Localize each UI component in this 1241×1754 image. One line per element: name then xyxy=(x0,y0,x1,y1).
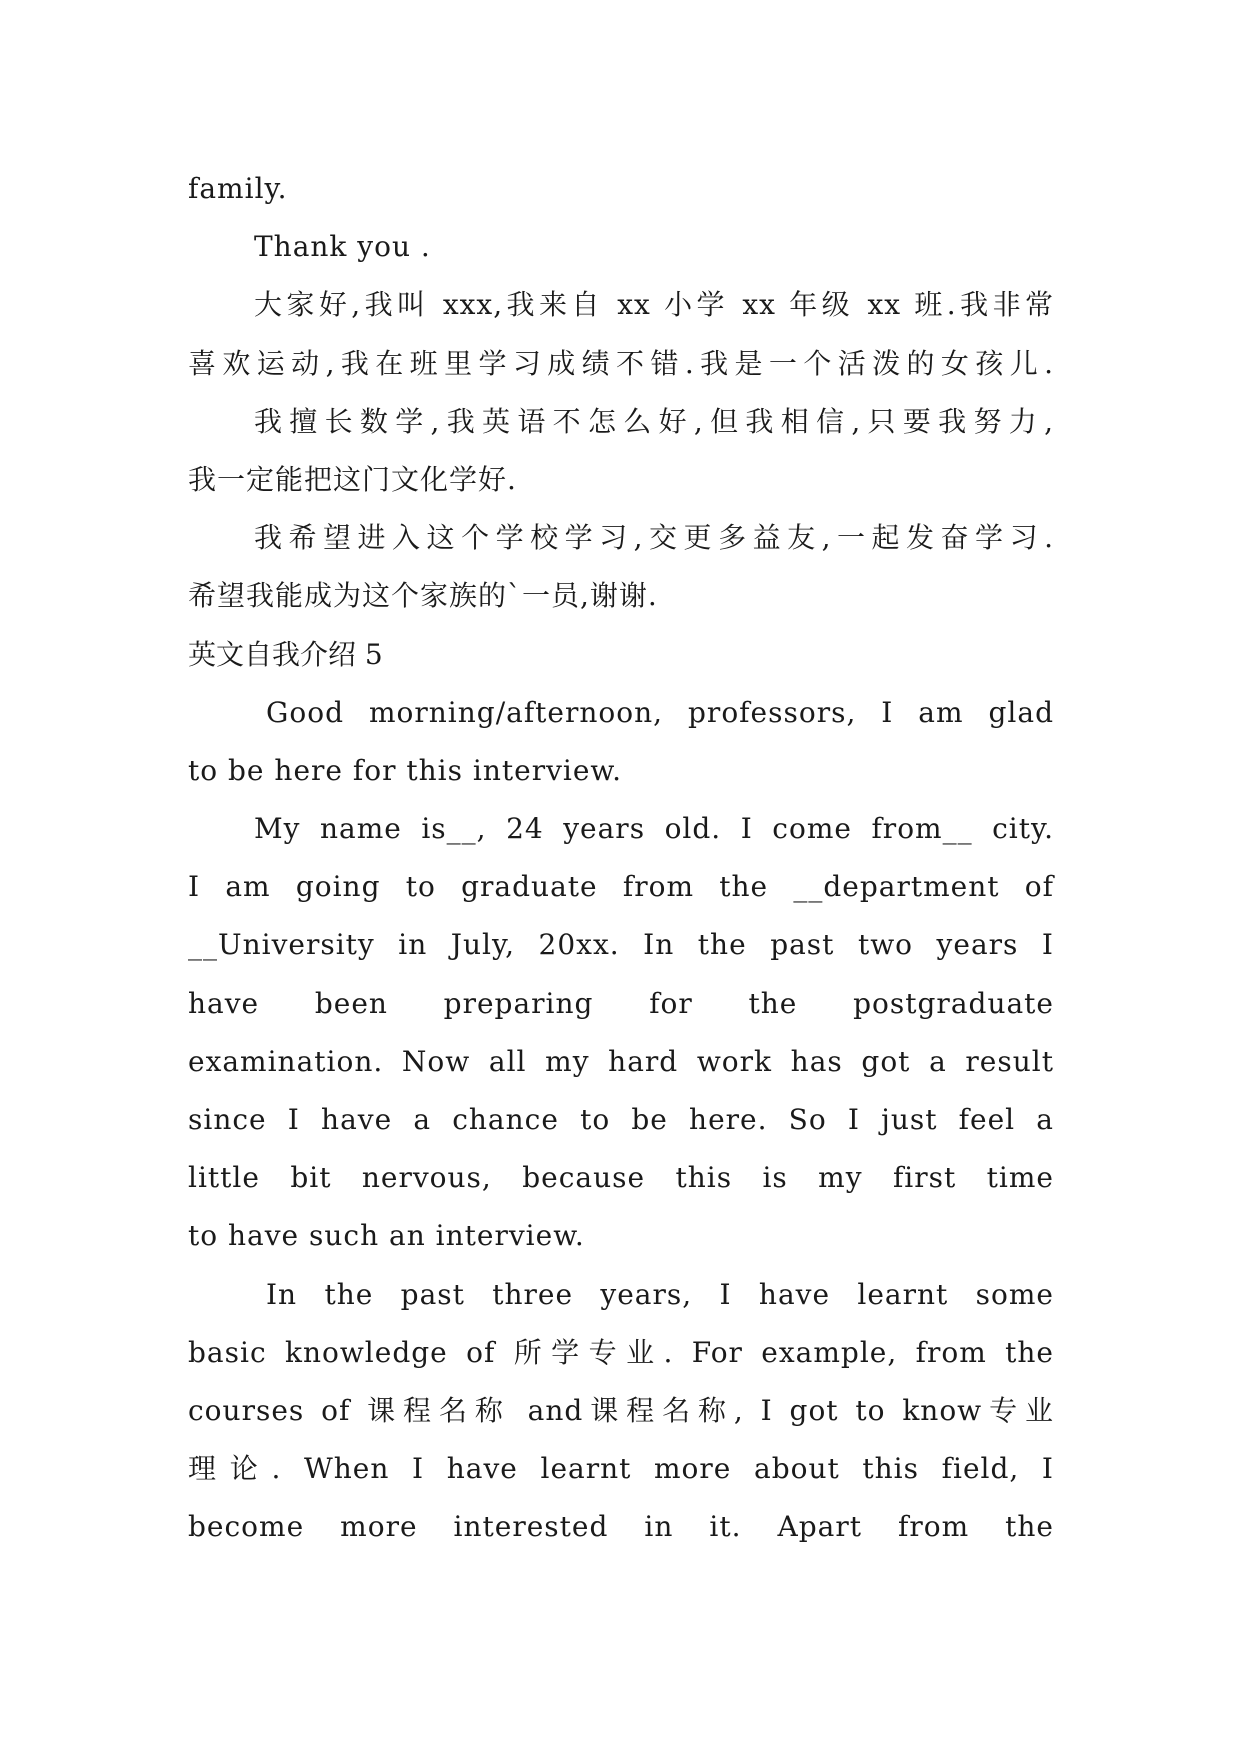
text-line: 我希望进入这个学校学习,交更多益友,一起发奋学习. xyxy=(254,521,1054,555)
text-line: basic knowledge of 所学专业. For example, from the xyxy=(188,1335,1054,1369)
text-line: I am going to graduate from the __department of xyxy=(188,870,1054,904)
document-page xyxy=(188,160,1054,1557)
text-line: My name is__, 24 years old. I come from__ city. xyxy=(254,812,1054,846)
text-line: 喜欢运动,我在班里学习成绩不错.我是一个活泼的女孩儿. xyxy=(188,346,1054,380)
text-line: to be here for this interview. xyxy=(188,753,622,787)
text-line: Thank you . xyxy=(254,230,431,264)
text-line: 理论. When I have learnt more about this field, I xyxy=(188,1452,1054,1486)
text-line: to have such an interview. xyxy=(188,1219,585,1253)
text-line: little bit nervous, because this is my first time xyxy=(188,1161,1054,1195)
text-line: family. xyxy=(188,172,288,205)
text-line: have been preparing for the postgraduate xyxy=(188,986,1054,1020)
text-line: since I have a chance to be here. So I just feel a xyxy=(188,1103,1054,1136)
section-heading: 英文自我介绍 5 xyxy=(188,637,383,671)
text-line: 我一定能把这门文化学好. xyxy=(188,462,517,496)
text-line: 希望我能成为这个家族的`一员,谢谢. xyxy=(188,579,658,613)
text-line: 大家好,我叫 xxx,我来自 xx 小学 xx 年级 xx 班.我非常 xyxy=(254,288,1054,322)
text-line: __University in July, 20xx. In the past two years I xyxy=(188,928,1054,962)
text-line: courses of 课程名称 and课程名称, I got to know专业 xyxy=(188,1393,1054,1427)
text-line: examination. Now all my hard work has got a result xyxy=(188,1044,1054,1078)
text-line: Good morning/afternoon, professors, I am glad xyxy=(266,695,1054,729)
text-line: become more interested in it. Apart from the xyxy=(188,1510,1054,1544)
text-line: 我擅长数学,我英语不怎么好,但我相信,只要我努力, xyxy=(254,404,1054,438)
text-line: In the past three years, I have learnt some xyxy=(266,1277,1054,1311)
